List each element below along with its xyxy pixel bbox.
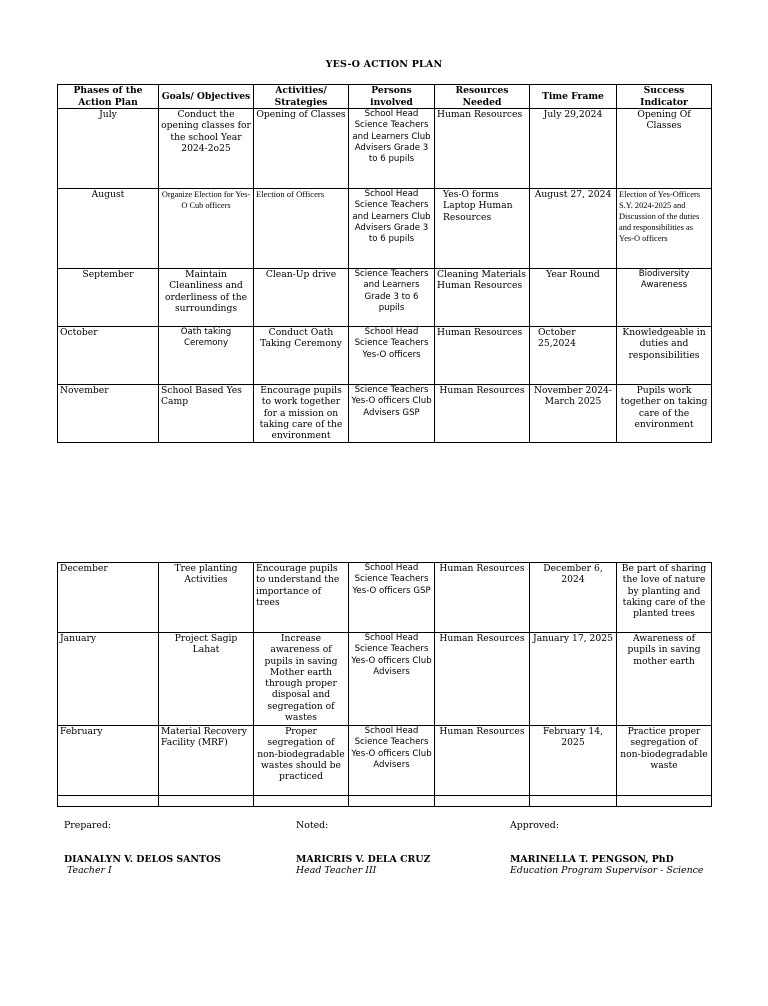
cell-resources: Yes-O forms Laptop Human Resources (435, 189, 530, 269)
header-time-frame: Time Frame (530, 85, 617, 109)
cell-activity: Increase awareness of pupils in saving Mother earth through proper disposal and segregation of wastes (254, 633, 349, 726)
empty-cell (58, 796, 159, 807)
table-row (58, 189, 712, 269)
cell-time-frame: Year Round (530, 269, 617, 327)
table-row (58, 385, 712, 443)
cell-time-frame: January 17, 2025 (530, 633, 617, 726)
cell-activity: Opening of Classes (254, 109, 349, 189)
cell-time-frame: February 14, 2025 (530, 726, 617, 796)
header-success: Success Indicator (617, 85, 712, 109)
cell-resources: Human Resources (435, 726, 530, 796)
table-row (58, 726, 712, 796)
cell-phase: August (58, 189, 159, 269)
cell-phase: January (58, 633, 159, 726)
cell-persons: School Head Science Teachers Yes-O officers GSP (349, 563, 435, 633)
cell-phase: February (58, 726, 159, 796)
cell-time-frame: October 25,2024 (530, 327, 617, 385)
noted-signatory (296, 854, 430, 876)
cell-resources: Human Resources (435, 109, 530, 189)
cell-phase: December (58, 563, 159, 633)
cell-activity: Election of Officers (254, 189, 349, 269)
cell-success: Biodiversity Awareness (617, 269, 712, 327)
cell-activity: Encourage pupils to work together for a mission on taking care of the environment (254, 385, 349, 443)
table-row (58, 269, 712, 327)
cell-resources: Cleaning Materials Human Resources (435, 269, 530, 327)
cell-goal: Tree planting Activities (159, 563, 254, 633)
cell-persons: School Head Science Teachers Yes-O officers (349, 327, 435, 385)
header-goals: Goals/ Objectives (159, 85, 254, 109)
cell-success: Be part of sharing the love of nature by planting and taking care of the planted trees (617, 563, 712, 633)
approved-signatory (510, 854, 703, 876)
cell-goal: Maintain Cleanliness and orderliness of the surroundings (159, 269, 254, 327)
cell-success: Opening Of Classes (617, 109, 712, 189)
cell-resources: Human Resources (435, 385, 530, 443)
action-plan-table-page1 (57, 84, 712, 443)
header-activities: Activities/ Strategies (254, 85, 349, 109)
header-phases: Phases of the Action Plan (58, 85, 159, 109)
cell-resources: Human Resources (435, 633, 530, 726)
cell-success: Awareness of pupils in saving mother earth (617, 633, 712, 726)
cell-persons: School Head Science Teachers and Learners Club Advisers Grade 3 to 6 pupils (349, 109, 435, 189)
prepared-label: Prepared: (64, 820, 112, 831)
cell-activity: Conduct Oath Taking Ceremony (254, 327, 349, 385)
header-resources: Resources Needed (435, 85, 530, 109)
empty-cell (617, 796, 712, 807)
empty-cell (159, 796, 254, 807)
action-plan-table-page2 (57, 562, 712, 807)
cell-phase: October (58, 327, 159, 385)
cell-time-frame: December 6, 2024 (530, 563, 617, 633)
empty-cell (530, 796, 617, 807)
cell-phase: September (58, 269, 159, 327)
cell-goal: Organize Election for Yes-O Cub officers (159, 189, 254, 269)
document-title: YES-O ACTION PLAN (325, 59, 443, 70)
table-row (58, 109, 712, 189)
cell-activity: Clean-Up drive (254, 269, 349, 327)
cell-time-frame: July 29,2024 (530, 109, 617, 189)
approved-name: MARINELLA T. PENGSON, PhD (510, 854, 674, 865)
cell-activity: Encourage pupils to understand the importance of trees (254, 563, 349, 633)
cell-success: Election of Yes-Officers S.Y. 2024-2025 and Discussion of the duties and responsibilities as Yes-O officers (617, 189, 712, 269)
cell-goal: Project Sagip Lahat (159, 633, 254, 726)
cell-phase: November (58, 385, 159, 443)
empty-cell (349, 796, 435, 807)
cell-persons: Science Teachers Yes-O officers Club Advisers GSP (349, 385, 435, 443)
cell-resources: Human Resources (435, 563, 530, 633)
table-row-empty (58, 796, 712, 807)
cell-activity: Proper segregation of non-biodegradable wastes should be practiced (254, 726, 349, 796)
table-row (58, 563, 712, 633)
approved-role: Education Program Supervisor - Science (510, 865, 704, 876)
cell-success: Practice proper segregation of non-biodegradable waste (617, 726, 712, 796)
cell-goal: Conduct the opening classes for the school Year 2024-2o25 (159, 109, 254, 189)
approved-label: Approved: (510, 820, 559, 831)
table-header-row (58, 85, 712, 109)
header-persons: Persons involved (349, 85, 435, 109)
noted-label: Noted: (296, 820, 329, 831)
empty-cell (435, 796, 530, 807)
cell-persons: Science Teachers and Learners Grade 3 to 6 pupils (349, 269, 435, 327)
empty-cell (254, 796, 349, 807)
cell-success: Pupils work together on taking care of the environment (617, 385, 712, 443)
cell-time-frame: November 2024-March 2025 (530, 385, 617, 443)
cell-persons: School Head Science Teachers Yes-O officers Club Advisers (349, 633, 435, 726)
prepared-signatory (64, 854, 221, 876)
noted-name: MARICRIS V. DELA CRUZ (296, 854, 431, 865)
table-row (58, 327, 712, 385)
prepared-role: Teacher I (67, 865, 112, 876)
cell-goal: Oath taking Ceremony (159, 327, 254, 385)
table-row (58, 633, 712, 726)
cell-goal: Material Recovery Facility (MRF) (159, 726, 254, 796)
cell-success: Knowledgeable in duties and responsibilities (617, 327, 712, 385)
prepared-name: DIANALYN V. DELOS SANTOS (64, 854, 221, 865)
cell-goal: School Based Yes Camp (159, 385, 254, 443)
cell-persons: School Head Science Teachers and Learners Club Advisers Grade 3 to 6 pupils (349, 189, 435, 269)
cell-phase: July (58, 109, 159, 189)
noted-role: Head Teacher III (296, 865, 377, 876)
cell-time-frame: August 27, 2024 (530, 189, 617, 269)
cell-persons: School Head Science Teachers Yes-O officers Club Advisers (349, 726, 435, 796)
cell-resources: Human Resources (435, 327, 530, 385)
